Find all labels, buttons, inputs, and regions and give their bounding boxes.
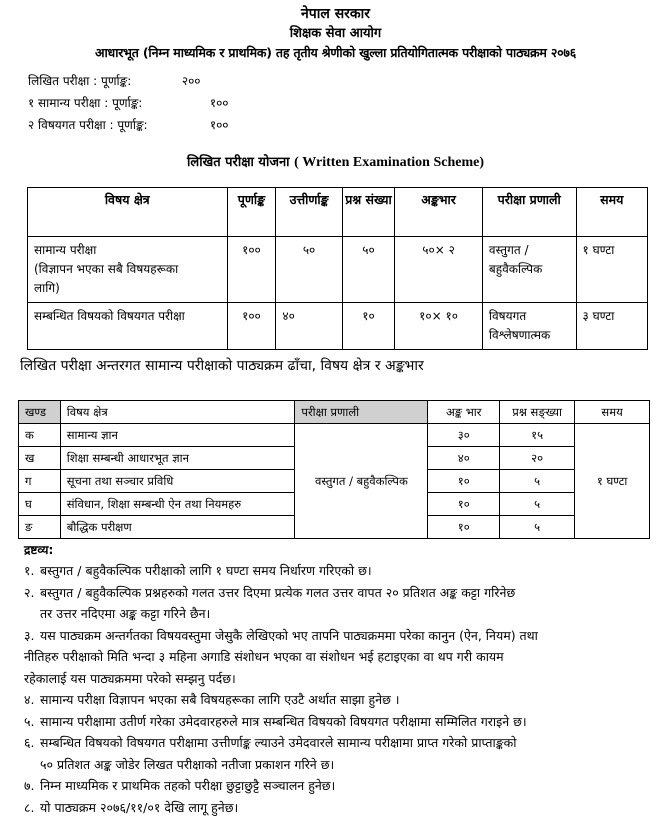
col-subject: विषय क्षेत्र (28, 188, 228, 237)
list-item (24, 797, 654, 819)
time-cell: १ घण्टा (575, 424, 650, 539)
weight-cell: ५०× २ (395, 237, 483, 303)
col-exam-system: परीक्षा प्रणाली (482, 188, 576, 237)
syllabus-structure-table (18, 400, 650, 539)
col-pass-marks: उत्तीर्णाङ्क (276, 188, 342, 237)
marks-written (28, 72, 201, 89)
col-system: परीक्षा प्रणाली (295, 401, 428, 424)
section-cell: ग (19, 470, 61, 493)
marks-cell: १० (428, 493, 500, 516)
table-header-row (19, 401, 650, 424)
table-header-row (28, 188, 648, 237)
questions-cell: २० (500, 447, 575, 470)
questions-cell: ५ (500, 470, 575, 493)
note-number: ३. (24, 627, 35, 643)
notes-list (24, 560, 654, 818)
col-weight: अङ्कभार (395, 188, 483, 237)
area-cell: सूचना तथा सञ्चार प्रविधि (60, 470, 295, 493)
marks-label: १ सामान्य परीक्षा : पूर्णाङ्क: (28, 96, 143, 110)
list-item (24, 689, 654, 711)
note-text: रहेकालाई यस पाठ्यक्रममा परेको सम्झनु पर्दछ। (24, 670, 236, 686)
note-number: ५. (24, 713, 35, 729)
syllabus-title: आधारभूत (निम्न माध्यमिक र प्राथमिक) तह तृतीय श्रेणीको खुल्ला प्रतियोगितात्मक परीक्षाको पाठ्यक्रम २०७६ (94, 45, 577, 60)
question-count-cell: ५० (342, 237, 395, 303)
note-number: ८. (24, 799, 35, 815)
government-title: नेपाल सरकार (300, 6, 370, 22)
note-number: ४. (24, 692, 35, 707)
marks-value: १०० (209, 96, 229, 110)
system-line: बहुवैकल्पिक (488, 262, 543, 276)
table-row (28, 303, 648, 350)
col-section: खण्ड (19, 401, 61, 424)
note-text: यस पाठ्यक्रम अन्तर्गतका विषयवस्तुमा जेसुकै लेखिएको भए तापनि पाठ्यक्रममा परेका कानुन (ऐन, नियम) तथा (40, 627, 538, 643)
note-text: यो पाठ्यक्रम २०७६/११/०१ देखि लागू हुनेछ। (40, 799, 239, 815)
note-number: ७. (24, 778, 35, 793)
col-question-count: प्रश्न संख्या (342, 188, 395, 237)
exam-scheme-table (27, 187, 648, 350)
scheme-heading-en: ( Written Examination Scheme) (294, 155, 484, 170)
col-time: समय (575, 401, 650, 424)
note-text: सामान्य परीक्षामा उतीर्ण गरेका उमेदवारहरुले मात्र सम्बन्धित विषयको विषयगत परीक्षामा सम्मिलित गराइने छ। (40, 713, 527, 729)
system-line: वस्तुगत / (488, 243, 529, 257)
marks-subject (28, 116, 229, 133)
subject-line: लागि) (34, 281, 60, 295)
list-item (24, 775, 654, 797)
area-cell: शिक्षा सम्बन्धी आधारभूत ज्ञान (60, 447, 295, 470)
col-area: विषय क्षेत्र (60, 401, 295, 424)
structure-heading: लिखित परीक्षा अन्तरगत सामान्य परीक्षाको पाठ्यक्रम ढाँचा, विषय क्षेत्र र अङ्कभार (20, 358, 424, 374)
time-cell: १ घण्टा (576, 237, 647, 303)
subject-line: सम्बन्धित विषयको विषयगत परीक्षा (34, 309, 185, 323)
scheme-heading-np: लिखित परीक्षा योजना (187, 155, 290, 170)
system-line: विषयगत (488, 309, 527, 323)
marks-value: २०० (181, 74, 201, 88)
list-item (24, 582, 654, 625)
exam-system-cell (482, 303, 576, 350)
note-text: बस्तुगत / बहुवैकल्पिक परीक्षाको लागि १ घण्टा समय निर्धारण गरिएको छ। (40, 563, 372, 578)
marks-cell: ३० (428, 424, 500, 447)
area-cell: संविधान, शिक्षा सम्बन्धी ऐन तथा नियमहरु (60, 493, 295, 516)
note-text: निम्न माध्यमिक र प्राथमिक तहको परीक्षा छुट्टाछुट्टै सञ्चालन हुनेछ। (40, 778, 336, 793)
subject-cell (28, 237, 228, 303)
subject-cell (28, 303, 228, 350)
marks-value: १०० (209, 118, 229, 132)
time-cell: ३ घण्टा (576, 303, 647, 350)
scheme-heading (0, 152, 671, 171)
section-cell: ख (19, 447, 61, 470)
note-text: तर उत्तर नदिएमा अङ्क कट्टा गरिने छैन। (40, 606, 211, 621)
pass-marks-cell: ५० (276, 237, 342, 303)
exam-system-cell (482, 237, 576, 303)
list-item (24, 625, 654, 690)
note-number: ६. (24, 735, 35, 750)
marks-cell: ४० (428, 447, 500, 470)
section-cell: क (19, 424, 61, 447)
questions-cell: ५ (500, 493, 575, 516)
full-marks-cell: १०० (227, 237, 276, 303)
system-line: विश्लेषणात्मक (488, 328, 551, 342)
col-questions: प्रश्न सङ्ख्या (500, 401, 575, 424)
commission-title: शिक्षक सेवा आयोग (289, 26, 382, 41)
note-text: सम्बन्धित विषयको विषयगत परीक्षामा उत्तीर्णाङ्क ल्याउने उमेदवारले सामान्य परीक्षामा प्राप्त गरेको प्राप्ताङ्कको (40, 735, 517, 750)
marks-cell: १० (428, 516, 500, 539)
table-row (19, 424, 650, 447)
note-text: ५० प्रतिशत अङ्क जोडेर लिखत परीक्षाको नतीजा प्रकाशन गरिने छ। (40, 756, 335, 772)
list-item (24, 732, 654, 775)
section-cell: ङ (19, 516, 61, 539)
marks-general (28, 94, 229, 111)
weight-cell: १०× १० (395, 303, 483, 350)
col-marks: अङ्क भार (428, 401, 500, 424)
marks-label: २ विषयगत परीक्षा : पूर्णाङ्क: (28, 118, 148, 132)
list-item (24, 560, 654, 582)
section-cell: घ (19, 493, 61, 516)
note-number: १. (24, 563, 35, 578)
full-marks-cell: १०० (227, 303, 276, 350)
note-number: २. (24, 584, 35, 600)
note-text: नीतिहरु परीक्षाको मिति भन्दा ३ महिना अगाडि संशोधन भएका वा संशोधन भई हटाइएका वा थप गरी कायम (24, 649, 504, 664)
area-cell: सामान्य ज्ञान (60, 424, 295, 447)
questions-cell: ५ (500, 516, 575, 539)
note-text: सामान्य परीक्षा विज्ञापन भएका सबै विषयहरूका लागि एउटै अर्थात साझा हुनेछ । (40, 692, 400, 707)
question-count-cell: १० (342, 303, 395, 350)
notes-heading: द्रष्टव्य: (24, 543, 54, 557)
list-item (24, 711, 654, 733)
subject-line: (विज्ञापन भएका सबै विषयहरूका (34, 262, 179, 276)
marks-cell: १० (428, 470, 500, 493)
subject-line: सामान्य परीक्षा (34, 243, 97, 257)
col-full-marks: पूर्णाङ्क (227, 188, 276, 237)
marks-label: लिखित परीक्षा : पूर्णाङ्क: (28, 74, 132, 88)
pass-marks-cell: ४० (276, 303, 342, 350)
note-text: बस्तुगत / बहुवैकल्पिक प्रश्नहरुको गलत उत्तर दिएमा प्रत्येक गलत उत्तर वापत २० प्रतिशत अङ्क कट्टा गरिनेछ (40, 584, 516, 600)
col-time: समय (576, 188, 647, 237)
area-cell: बौद्धिक परीक्षण (60, 516, 295, 539)
questions-cell: १५ (500, 424, 575, 447)
system-cell: वस्तुगत / बहुवैकल्पिक (295, 424, 428, 539)
table-row (28, 237, 648, 303)
